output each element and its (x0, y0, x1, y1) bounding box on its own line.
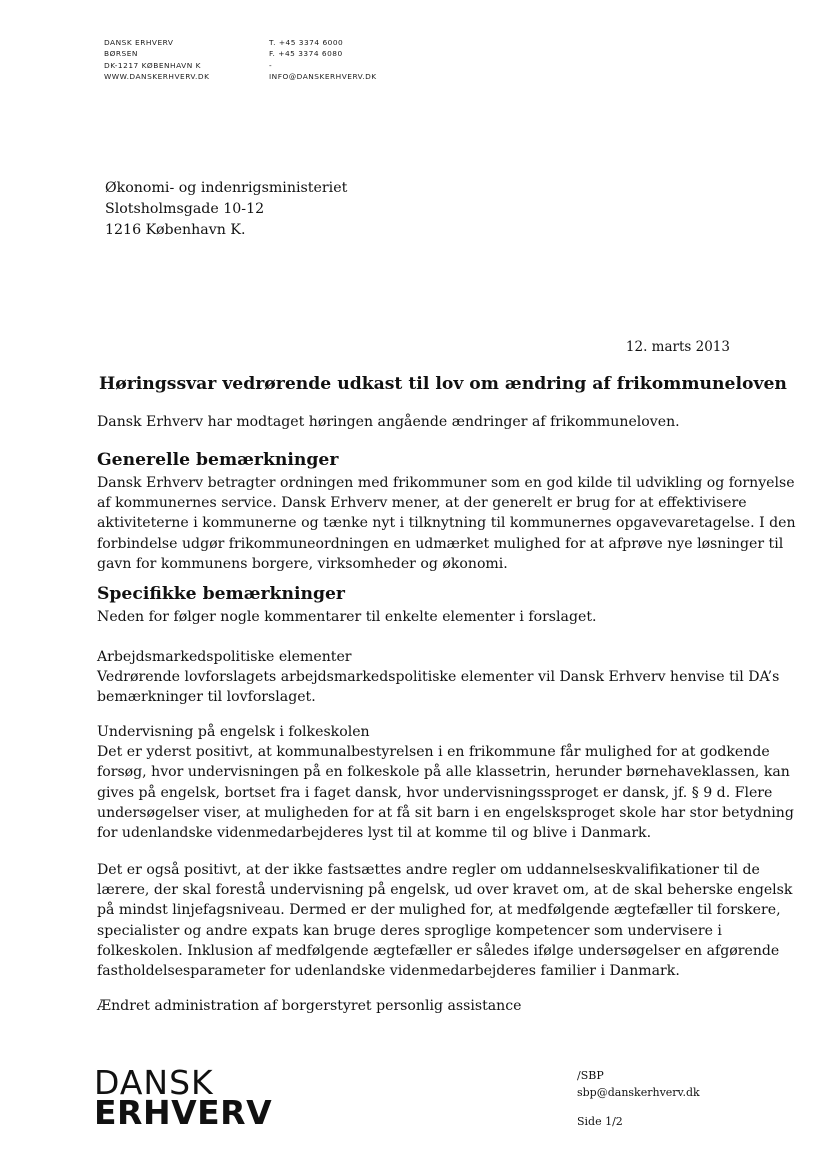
letterhead-address (104, 37, 209, 82)
recipient-line: 1216 København K. (105, 222, 246, 238)
letterhead-line: DK-1217 KØBENHAVN K (104, 60, 201, 70)
text-line: Dansk Erhverv betragter ordningen med frikommuner som en god kilde til udvikling og fornyelse (97, 475, 795, 491)
letterhead-line: INFO@DANSKERHVERV.DK (269, 71, 377, 81)
text-line: for udenlandske videnmedarbejderes lyst til at komme til og blive i Danmark. (97, 825, 652, 842)
logo-line-2: ERHVERV (94, 1093, 273, 1132)
text-line: undersøgelser viser, at muligheden for at få sit barn i en engelsksproget skole har stor betydning (97, 804, 794, 821)
subsection-heading: Ændret administration af borgerstyret personlig assistance (97, 998, 522, 1014)
subsection-heading: Undervisning på engelsk i folkeskolen (97, 724, 370, 740)
text-line: Neden for følger nogle kommentarer til enkelte elementer i forslaget. (97, 609, 597, 625)
recipient-address (105, 178, 347, 241)
text-line: gives på engelsk, bortset fra i faget dansk, hvor undervisningssproget er dansk, jf. § 9 d. Flere (97, 784, 773, 801)
text-line: Dansk Erhverv har modtaget høringen angående ændringer af frikommuneloven. (97, 414, 680, 430)
english-teaching-paragraph-2 (97, 860, 793, 981)
text-line: bemærkninger til lovforslaget. (97, 689, 316, 706)
signature-initials: /SBP (577, 1069, 604, 1082)
labour-market-section (97, 647, 780, 708)
letterhead-line: F. +45 3374 6080 (269, 49, 343, 59)
letterhead-line: WWW.DANSKERHVERV.DK (104, 71, 210, 81)
letter-title: Høringssvar vedrørende udkast til lov om ændring af frikommuneloven (99, 374, 787, 394)
text-line: specialister og andre expats kan bruge deres sproglige kompetencer som undervisere i (97, 922, 722, 939)
section-heading-specific: Specifikke bemærkninger (97, 584, 345, 604)
recipient-line: Slotsholmsgade 10-12 (105, 201, 265, 217)
logo-line-1: DANSK (94, 1063, 214, 1102)
specific-intro (97, 607, 737, 627)
english-teaching-section (97, 722, 794, 843)
letterhead-line: - (269, 60, 273, 70)
letterhead-line: BØRSEN (104, 49, 138, 59)
letterhead-line: T. +45 3374 6000 (269, 38, 344, 47)
text-line: fastholdelsesparameter for udenlandske videnmedarbejderes familier i Danmark. (97, 963, 680, 980)
page-number: Side 1/2 (577, 1115, 623, 1128)
text-line: forbindelse udgør frikommuneordningen en udmærket mulighed for at afprøve nye løsninger til (97, 535, 784, 552)
recipient-line: Økonomi- og indenrigsministeriet (105, 180, 348, 196)
text-line: aktiviteterne i kommunerne og tænke nyt i tilknytning til kommunernes opgavevaretagelse. I den (97, 515, 796, 532)
subsection-heading: Arbejdsmarkedspolitiske elementer (97, 649, 352, 665)
text-line: gavn for kommunens borgere, virksomheder og økonomi. (97, 555, 508, 572)
text-line: forsøg, hvor undervisningen på en folkeskole på alle klassetrin, herunder børnehaveklassen, kan (97, 764, 790, 781)
section-heading-general: Generelle bemærkninger (97, 450, 339, 470)
text-line: Det er yderst positivt, at kommunalbestyrelsen i en frikommune får mulighed for at godkende (97, 744, 770, 761)
text-line: på mindst linjefagsniveau. Dermed er der mulighed for, at medfølgende ægtefæller til forskere, (97, 902, 781, 919)
letter-date: 12. marts 2013 (625, 339, 730, 355)
personal-assistance-section (97, 996, 737, 1016)
intro-paragraph (97, 412, 737, 432)
letterhead-line: DANSK ERHVERV (104, 38, 174, 47)
signature-block (577, 1067, 700, 1101)
signature-email: sbp@danskerhverv.dk (577, 1086, 700, 1099)
dansk-erhverv-logo (94, 1063, 273, 1132)
text-line: Vedrørende lovforslagets arbejdsmarkedspolitiske elementer vil Dansk Erhverv henvise til DA’s (97, 669, 780, 686)
text-line: af kommunernes service. Dansk Erhverv mener, at der generelt er brug for at effektivisere (97, 495, 747, 512)
text-line: Det er også positivt, at der ikke fastsættes andre regler om uddannelseskvalifikationer til de (97, 862, 760, 878)
text-line: folkeskolen. Inklusion af medfølgende ægtefæller er således ifølge undersøgelser en afgørende (97, 942, 780, 959)
text-line: lærere, der skal forestå undervisning på engelsk, ud over kravet om, at de skal beherske engelsk (97, 882, 793, 899)
letterhead-contact (269, 37, 377, 82)
general-paragraph (97, 473, 796, 574)
